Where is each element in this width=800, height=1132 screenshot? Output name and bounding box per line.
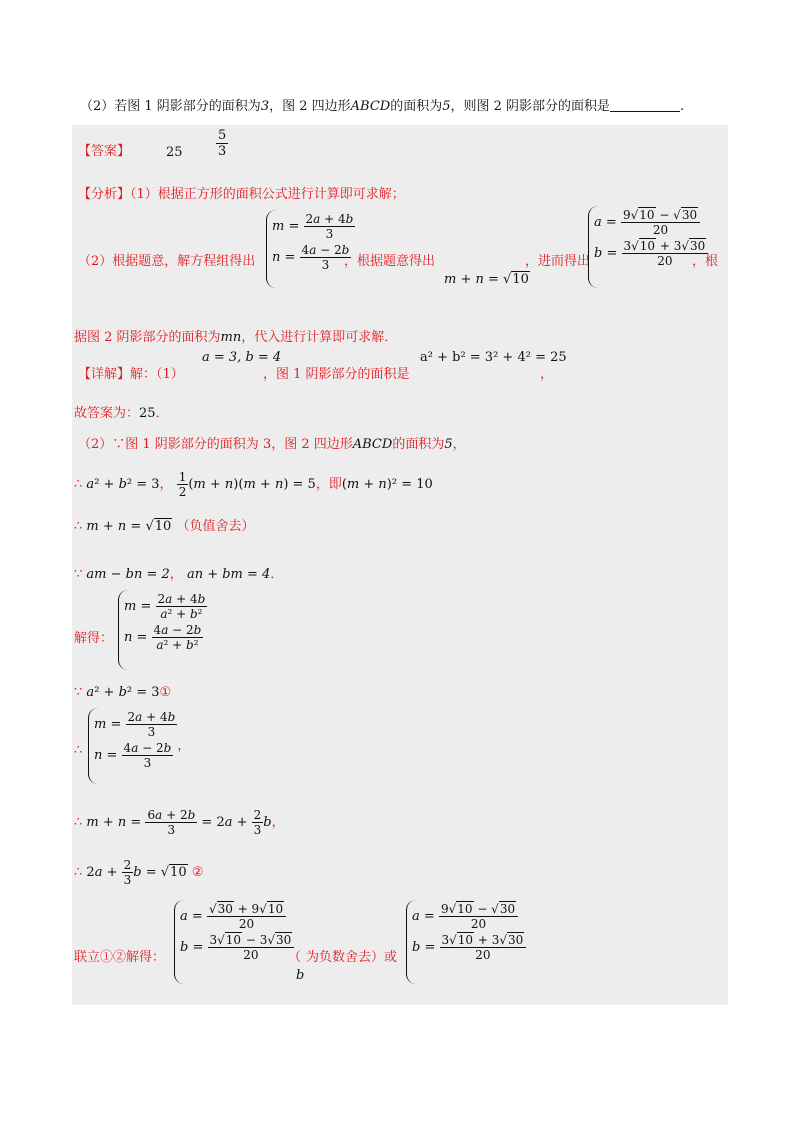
therefore-2: ∴ (74, 519, 83, 534)
area1-value: 3 (260, 99, 270, 114)
analysis-label: 【分析】 (78, 187, 131, 202)
detail-jie: 解：（1） (130, 367, 184, 382)
area-5: 5 (444, 437, 453, 452)
because-2: ∵ (74, 685, 83, 700)
sum-squares: a² + b² = 3² + 4² = 25 (420, 350, 567, 365)
b-var: b (296, 968, 305, 983)
answer-blank (610, 99, 680, 112)
eq-an: an + bm = 4 (186, 567, 271, 582)
quad-label-2: ABCD (352, 437, 393, 452)
mn-sum-sqrt: m + n = √10 (444, 272, 529, 287)
neg-b-note: 为负数舍去）或 (306, 950, 398, 965)
detail-l2b: 的面积为 (392, 437, 445, 452)
question-line (80, 95, 684, 114)
analysis-p1: （1）根据正方形的面积公式进行计算即可求解； (130, 187, 405, 202)
question-text-2: ，图 2 四边形 (269, 99, 351, 114)
detail-line-6: ∵ a² + b² = 3① (74, 685, 172, 700)
question-period: . (680, 99, 685, 114)
system-ab-2: a = $\frac{√30 + 9√10}{20}$ b = $\frac{3√10 - 3√30}{20}$ (174, 900, 294, 984)
lianli-text: 联立①②解得： (74, 950, 166, 965)
ji-text: ，即 (315, 477, 342, 492)
system-mn-2: m = $\frac{2a + 4b}{\text{a² + b²}}$ n = $\frac{4a - 2b}{\text{a² + b²}}$ (118, 590, 207, 670)
detail-t1: ，图 1 阴影部分的面积是 (263, 367, 410, 382)
answer-line (74, 402, 169, 421)
detail-comma: ， (540, 367, 554, 382)
eq-am: am − bn = 2 (86, 567, 170, 582)
system-ab-3: a = $\frac{9√10 - √30}{20}$ b = $\frac{3√10 + 3√30}{20}$ (406, 900, 526, 984)
answer-line-value: 25 (139, 406, 156, 421)
detail-line-8: ∴ 2a + $\frac{2}{3}$ b = √10 ② (74, 858, 204, 887)
jiede-1: 解得： (74, 631, 114, 646)
area2-value: 5 (442, 99, 451, 114)
analysis-p2d: ，根 (692, 254, 719, 269)
detail-line-7: ∴ m + n = $\frac{6a + 2b}{3}$ = 2a + $\frac{2}{3}$ b， (74, 808, 285, 837)
detail-line-4: ∴ m + n = √10 （负值舍去） (74, 519, 255, 534)
paren-open: （ (288, 950, 302, 965)
answer-line-end: ． (155, 406, 169, 421)
analysis-p2c: ，进而得出 (525, 254, 591, 269)
therefore-4: ∴ (74, 815, 83, 830)
system-mn-3: m = $\frac{2a + 4b}{3}$ n = $\frac{4a - 2b}{3}$ ， (88, 708, 190, 784)
question-text-4: ，则图 2 阴影部分的面积是 (450, 99, 611, 114)
ab-values: a = 3, b = 4 (202, 350, 282, 365)
analysis-p2a: （2）根据题意，解方程组得出 (78, 254, 256, 269)
detail-line-2 (78, 433, 466, 452)
quad-label: ABCD (350, 99, 391, 114)
circle-1: ① (159, 685, 172, 700)
frac-den: 3 (218, 144, 227, 159)
detail-l2a: （2）∵图 1 阴影部分的面积为 3，图 2 四边形 (78, 437, 353, 452)
therefore-3: ∴ (74, 743, 83, 758)
detail-line-1 (78, 363, 184, 382)
circle-2: ② (191, 865, 204, 880)
detail-line-5: ∵ am − bn = 2， an + bm = 4． (74, 567, 284, 582)
system-mn-1: m = $\frac{2a + 4b}{3}$ n = $\frac{4a - 2b}{3}$ (266, 210, 355, 288)
system-ab-1: a = $\frac{9√10 - √30}{20}$ b = $\frac{3√10 + 3√30}{20}$ (588, 206, 708, 288)
frac-num: 5 (218, 128, 227, 143)
analysis-line-1 (78, 183, 405, 202)
detail-label: 【详解】 (78, 367, 131, 382)
neg-note: （负值舍去） (176, 519, 255, 534)
analysis-p3: 据图 2 阴影部分的面积为 (74, 330, 221, 345)
detail-line-3: ∴ a² + b² = 3， $\frac{1}{2}$ (m + n)(m + n) = 5，即(m + n)² = 10 (74, 470, 433, 499)
answer-value-1: 25 (166, 145, 183, 160)
because-1: ∵ (74, 567, 83, 582)
answer-line-text: 故答案为： (74, 406, 140, 421)
analysis-p3b: ，代入进行计算即可求解． (241, 330, 398, 345)
question-text: （2）若图 1 阴影部分的面积为 (80, 99, 261, 114)
mn-var: mn (220, 330, 242, 345)
answer-label: 【答案】 (78, 144, 131, 159)
therefore-5: ∴ (74, 865, 83, 880)
question-text-3: 的面积为 (390, 99, 443, 114)
answer-value-2 (216, 128, 228, 159)
therefore-1: ∴ (74, 477, 83, 492)
analysis-p2b: ，根据题意得出 (344, 254, 436, 269)
analysis-line-3 (74, 326, 397, 345)
detail-l2d: ， (452, 437, 466, 452)
